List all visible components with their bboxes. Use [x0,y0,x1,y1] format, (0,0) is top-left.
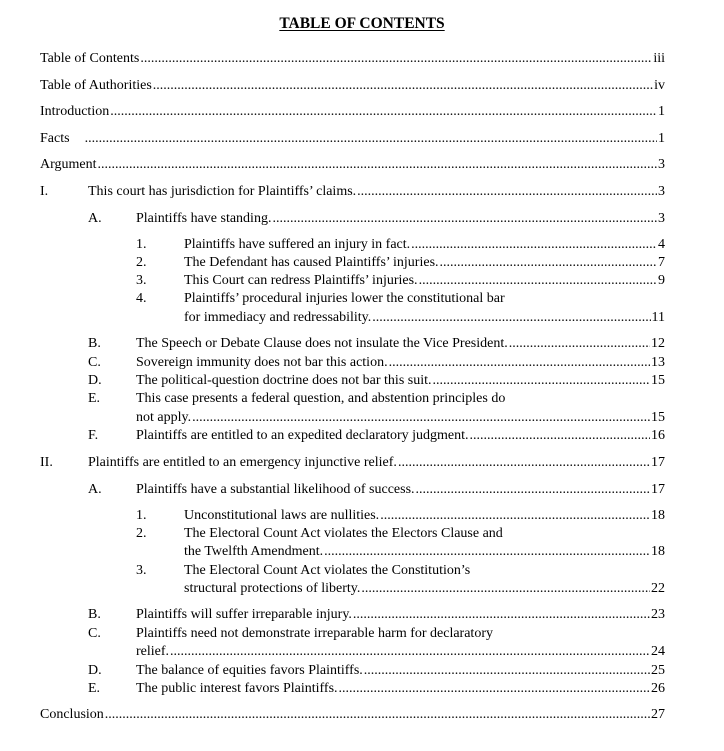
toc-entry-first-line: The Electoral Count Act violates the Constitution’s [184,563,471,578]
toc-entry-section-II-A-3[interactable]: structural protections of liberty. ..... 22 [184,580,665,598]
section-number: A. [88,482,102,497]
section-number: C. [88,626,101,641]
toc-entry-section-I-F[interactable]: Plaintiffs are entitled to an expedited declaratory judgment. ..... 16 [136,427,665,445]
toc-entry-section-I-A-3[interactable]: This Court can redress Plaintiffs’ injuries. ..... 9 [184,272,665,290]
section-number: I. [40,184,49,199]
toc-entry-section-II-C[interactable]: relief. ..... 24 [136,643,665,661]
toc-entry-first-line: This case presents a federal question, and abstention principles do [136,391,506,406]
toc-entry-section-II-D[interactable]: The balance of equities favors Plaintiffs. ..... 25 [136,662,665,680]
section-number: E. [88,391,101,406]
toc-entry-conclusion[interactable]: Conclusion ..... 27 [40,706,665,724]
toc-entry-table-of-contents[interactable]: Table of Contents ..... iii [40,50,665,68]
section-number: B. [88,607,101,622]
toc-entry-section-I-A-2[interactable]: The Defendant has caused Plaintiffs’ injuries. ..... 7 [184,254,665,272]
toc-entry-section-I-A[interactable]: Plaintiffs have standing. ..... 3 [136,210,665,228]
toc-entry-section-I[interactable]: This court has jurisdiction for Plaintiffs’ claims. ..... 3 [88,183,665,201]
section-number: 1. [136,508,147,523]
toc-entry-section-I-A-1[interactable]: Plaintiffs have suffered an injury in fact. ..... 4 [184,236,665,254]
toc-entry-first-line: The Electoral Count Act violates the Electors Clause and [184,526,503,541]
section-number: A. [88,211,102,226]
section-number: F. [88,428,99,443]
section-number: E. [88,681,101,696]
toc-entry-first-line: Plaintiffs’ procedural injuries lower the constitutional bar [184,291,505,306]
section-number: 2. [136,526,147,541]
section-number: II. [40,455,53,470]
toc-entry-section-II-B[interactable]: Plaintiffs will suffer irreparable injury. ..... 23 [136,606,665,624]
toc-entry-argument[interactable]: Argument ..... 3 [40,156,665,174]
toc-entry-table-of-authorities[interactable]: Table of Authorities ..... iv [40,77,665,95]
toc-entry-section-I-C[interactable]: Sovereign immunity does not bar this action. ..... 13 [136,354,665,372]
toc-entry-section-II-A-1[interactable]: Unconstitutional laws are nullities. ..... 18 [184,507,665,525]
toc-entry-section-I-E[interactable]: not apply. ..... 15 [136,409,665,427]
section-number: D. [88,663,102,678]
section-number: 1. [136,237,147,252]
toc-entry-section-I-A-4[interactable]: for immediacy and redressability. ..... 11 [184,309,665,327]
section-number: 2. [136,255,147,270]
section-number: B. [88,336,101,351]
toc-entry-section-I-D[interactable]: The political-question doctrine does not bar this suit. ..... 15 [136,372,665,390]
toc-entry-section-II[interactable]: Plaintiffs are entitled to an emergency injunctive relief. ..... 17 [88,454,665,472]
toc-entry-facts[interactable]: Facts ..... 1 [40,130,665,148]
section-number: D. [88,373,102,388]
section-number: 4. [136,291,147,306]
section-number: 3. [136,273,147,288]
toc-entry-section-II-E[interactable]: The public interest favors Plaintiffs. ..... 26 [136,680,665,698]
toc-entry-introduction[interactable]: Introduction ..... 1 [40,103,665,121]
page-title: TABLE OF CONTENTS [279,15,445,32]
section-number: C. [88,355,101,370]
toc-entry-first-line: Plaintiffs need not demonstrate irreparable harm for declaratory [136,626,493,641]
toc-entry-section-II-A[interactable]: Plaintiffs have a substantial likelihood of success. ..... 17 [136,481,665,499]
section-number: 3. [136,563,147,578]
toc-entry-section-I-B[interactable]: The Speech or Debate Clause does not insulate the Vice President. ..... 12 [136,335,665,353]
toc-entry-section-II-A-2[interactable]: the Twelfth Amendment. ..... 18 [184,543,665,561]
